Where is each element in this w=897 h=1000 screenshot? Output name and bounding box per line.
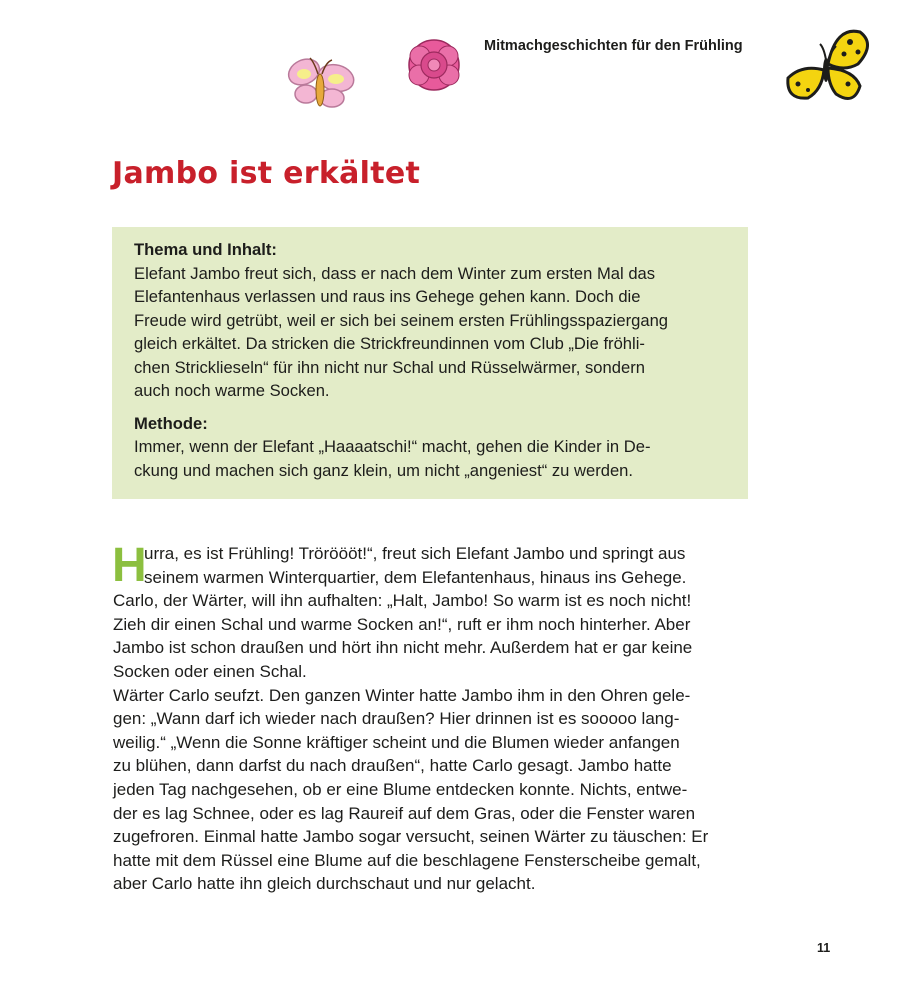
theme-text-line: Freude wird getrübt, weil er sich bei seinem ersten Frühlingsspaziergang: [134, 310, 669, 330]
method-heading: Methode:: [134, 413, 208, 433]
drop-cap: H: [112, 539, 147, 592]
story-line: hatte mit dem Rüssel eine Blume auf die beschlagene Fensterscheibe gemalt,: [113, 850, 701, 870]
story-line: weilig.“ „Wenn die Sonne kräftiger scheint und die Blumen wieder anfangen: [113, 732, 680, 752]
story-line: seinem warmen Winterquartier, dem Elefantenhaus, hinaus ins Gehege.: [144, 567, 687, 587]
story-line: zugefroren. Einmal hatte Jambo sogar versucht, seinen Wärter zu täuschen: Er: [113, 827, 709, 847]
story-line: Wärter Carlo seufzt. Den ganzen Winter hatte Jambo ihm in den Ohren gele-: [113, 685, 691, 705]
method-text-line: Immer, wenn der Elefant „Haaaatschi!“ macht, gehen die Kinder in De-: [134, 437, 651, 456]
story-line: zu blühen, dann darfst du nach draußen“, hatte Carlo gesagt. Jambo hatte: [113, 756, 672, 776]
story-line: jeden Tag nachgesehen, ob er eine Blume entdecken konnte. Nichts, entwe-: [113, 779, 688, 799]
story-line: gen: „Wann darf ich wieder nach draußen? Hier drinnen ist es sooooo lang-: [113, 709, 680, 729]
story-line: urra, es ist Frühling! Trörööötǃ“, freut sich Elefant Jambo und springt aus: [144, 544, 686, 563]
page-title: Jambo ist erkältet: [112, 156, 421, 191]
pink-butterfly-icon: [284, 52, 360, 116]
yellow-butterfly-icon: [784, 24, 870, 108]
method-text-line: ckung und machen sich ganz klein, um nicht „angeniest“ zu werden.: [134, 460, 634, 480]
info-box: [112, 227, 748, 499]
theme-text-line: gleich erkältet. Da stricken die Strickfreundinnen vom Club „Die fröhli-: [134, 334, 645, 353]
story-line: Zieh dir einen Schal und warme Socken an!“, ruft er ihm noch hinterher. Aber: [113, 614, 691, 634]
theme-text-line: auch noch warme Socken.: [134, 381, 330, 400]
theme-text-line: Elefant Jambo freut sich, dass er nach dem Winter zum ersten Mal das: [134, 263, 656, 283]
story-line: Jambo ist schon draußen und hört ihn nicht mehr. Außerdem hat er gar keine: [113, 638, 693, 658]
story-line: aber Carlo hatte ihn gleich durchschaut und nur gelacht.: [113, 874, 536, 894]
section-header: Mitmachgeschichten für den Frühling: [484, 38, 743, 54]
theme-heading: Thema und Inhalt:: [134, 240, 277, 259]
story-line: der es lag Schnee, oder es lag Raureif auf dem Gras, oder die Fenster waren: [113, 803, 696, 823]
story-text: [112, 539, 753, 896]
story-line: Socken oder einen Schal.: [113, 661, 307, 681]
pink-flower-icon: [404, 38, 464, 92]
theme-text-line: chen Stricklieseln“ für ihn nicht nur Schal und Rüsselwärmer, sondern: [134, 357, 645, 377]
theme-text-line: Elefantenhaus verlassen und raus ins Gehege gehen kann. Doch die: [134, 287, 641, 306]
story-line: Carlo, der Wärter, will ihn aufhalten: „Halt, Jambo! So warm ist es noch nicht!: [113, 591, 692, 611]
page-number: 11: [817, 941, 831, 955]
